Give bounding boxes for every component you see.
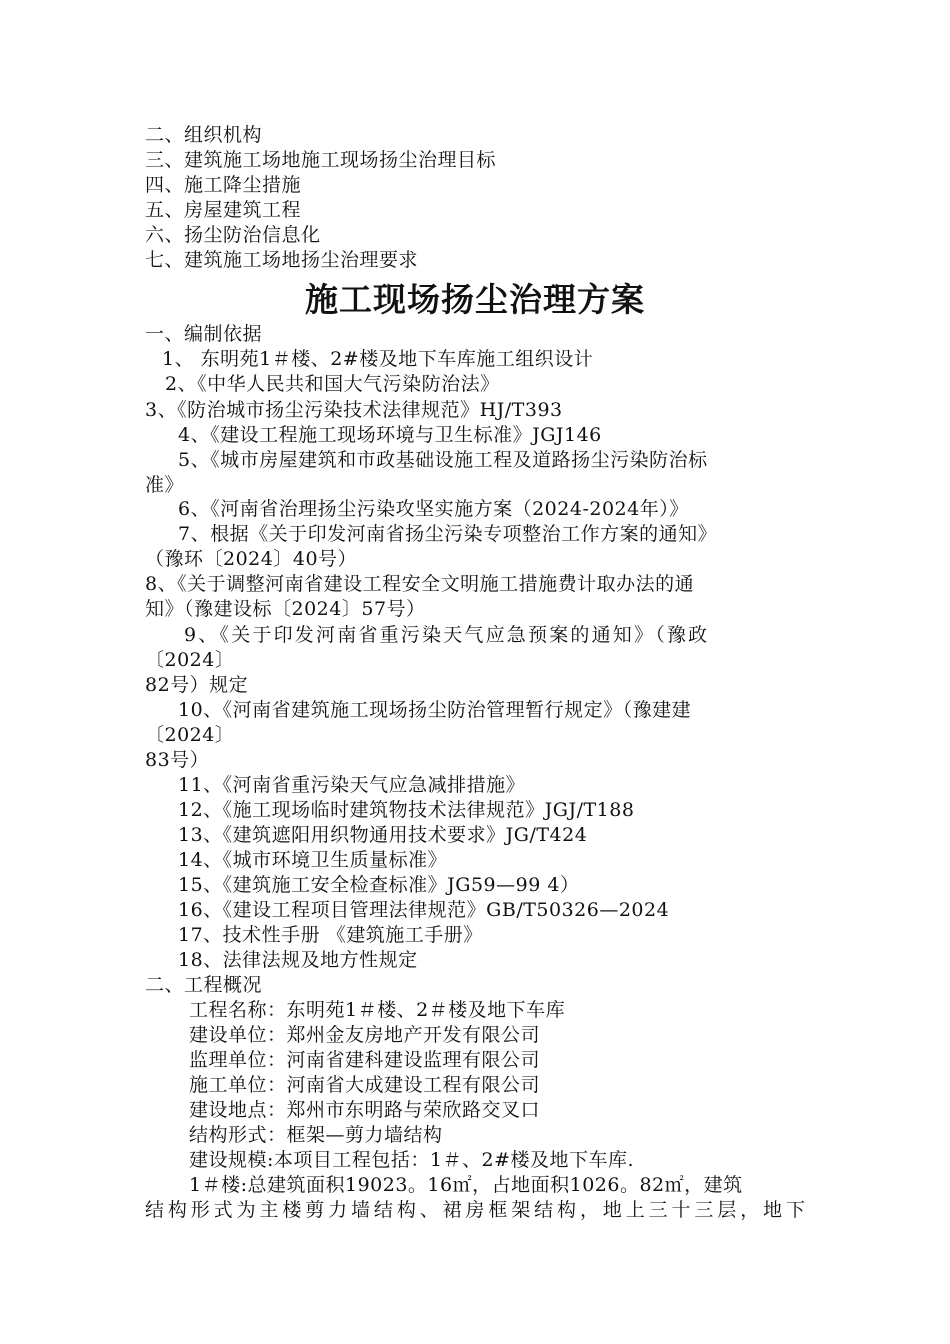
document-title: 施工现场扬尘治理方案: [305, 280, 645, 319]
basis-item-continuation: （豫环〔2024〕40号）: [145, 548, 358, 570]
basis-item-continuation: 〔2024〕: [145, 649, 235, 671]
basis-item-continuation: 82号）规定: [145, 674, 249, 696]
basis-item: 16、《建设工程项目管理法律规范》GB/T50326—2024: [178, 899, 670, 921]
basis-item-continuation: 准》: [145, 474, 185, 496]
project-info-line: 工程名称：东明苑1＃楼、2＃楼及地下车库: [189, 999, 566, 1021]
toc-item: 五、房屋建筑工程: [145, 199, 302, 221]
project-info-line: 建设规模:本项目工程包括：1＃、2#楼及地下车库.: [189, 1149, 635, 1171]
toc-item: 七、建筑施工场地扬尘治理要求: [145, 249, 419, 271]
basis-item: 8、《关于调整河南省建设工程安全文明施工措施费计取办法的通: [145, 573, 695, 595]
basis-item-continuation: 知》（豫建设标〔2024〕57号）: [145, 598, 426, 620]
basis-item: 6、《河南省治理扬尘污染攻坚实施方案（2024-2024年）》: [178, 498, 689, 520]
basis-item-continuation: 〔2024〕: [145, 724, 235, 746]
basis-item: 15、《建筑施工安全检查标准》JG59—99 4）: [178, 874, 580, 896]
project-info-line: 监理单位：河南省建科建设监理有限公司: [189, 1049, 541, 1071]
section-heading: 二、工程概况: [145, 974, 263, 996]
basis-item: 2、《中华人民共和国大气污染防治法》: [165, 373, 500, 395]
basis-item: 3、《防治城市扬尘污染技术法律规范》HJ/T393: [145, 399, 563, 421]
project-info-line: 结构形式：框架—剪力墙结构: [189, 1124, 443, 1146]
basis-item: 5、《城市房屋建筑和市政基础设施工程及道路扬尘污染防治标: [178, 449, 708, 471]
toc-item: 四、施工降尘措施: [145, 174, 302, 196]
toc-item: 三、建筑施工场地施工现场扬尘治理目标: [145, 149, 497, 171]
basis-item: 10、《河南省建筑施工现场扬尘防治管理暂行规定》（豫建建: [178, 699, 692, 721]
basis-item: 12、《施工现场临时建筑物技术法律规范》JGJ/T188: [178, 799, 635, 821]
basis-item: 4、《建设工程施工现场环境与卫生标准》JGJ146: [178, 424, 602, 446]
basis-item: 18、法律法规及地方性规定: [178, 949, 418, 971]
basis-item: 17、技术性手册 《建筑施工手册》: [178, 924, 483, 946]
section-heading: 一、编制依据: [145, 323, 263, 345]
basis-item: 1、 东明苑1＃楼、2#楼及地下车库施工组织设计: [162, 348, 594, 370]
project-info-line: 1＃楼:总建筑面积19023。16㎡，占地面积1026。82㎡，建筑: [189, 1174, 743, 1196]
project-info-line: 建设单位：郑州金友房地产开发有限公司: [189, 1024, 541, 1046]
project-info-line: 施工单位：河南省大成建设工程有限公司: [189, 1074, 541, 1096]
project-info-line: 结构形式为主楼剪力墙结构、裙房框架结构，地上三十三层，地下: [145, 1199, 805, 1221]
basis-item-continuation: 83号）: [145, 749, 210, 771]
basis-item: 11、《河南省重污染天气应急减排措施》: [178, 774, 526, 796]
basis-item: 9、《关于印发河南省重污染天气应急预案的通知》（豫政: [184, 624, 710, 646]
basis-item: 14、《城市环境卫生质量标准》: [178, 849, 448, 871]
toc-item: 二、组织机构: [145, 124, 263, 146]
project-info-line: 建设地点：郑州市东明路与荣欣路交叉口: [189, 1099, 541, 1121]
basis-item: 13、《建筑遮阳用织物通用技术要求》JG/T424: [178, 824, 588, 846]
basis-item: 7、根据《关于印发河南省扬尘污染专项整治工作方案的通知》: [178, 523, 718, 545]
toc-item: 六、扬尘防治信息化: [145, 224, 321, 246]
